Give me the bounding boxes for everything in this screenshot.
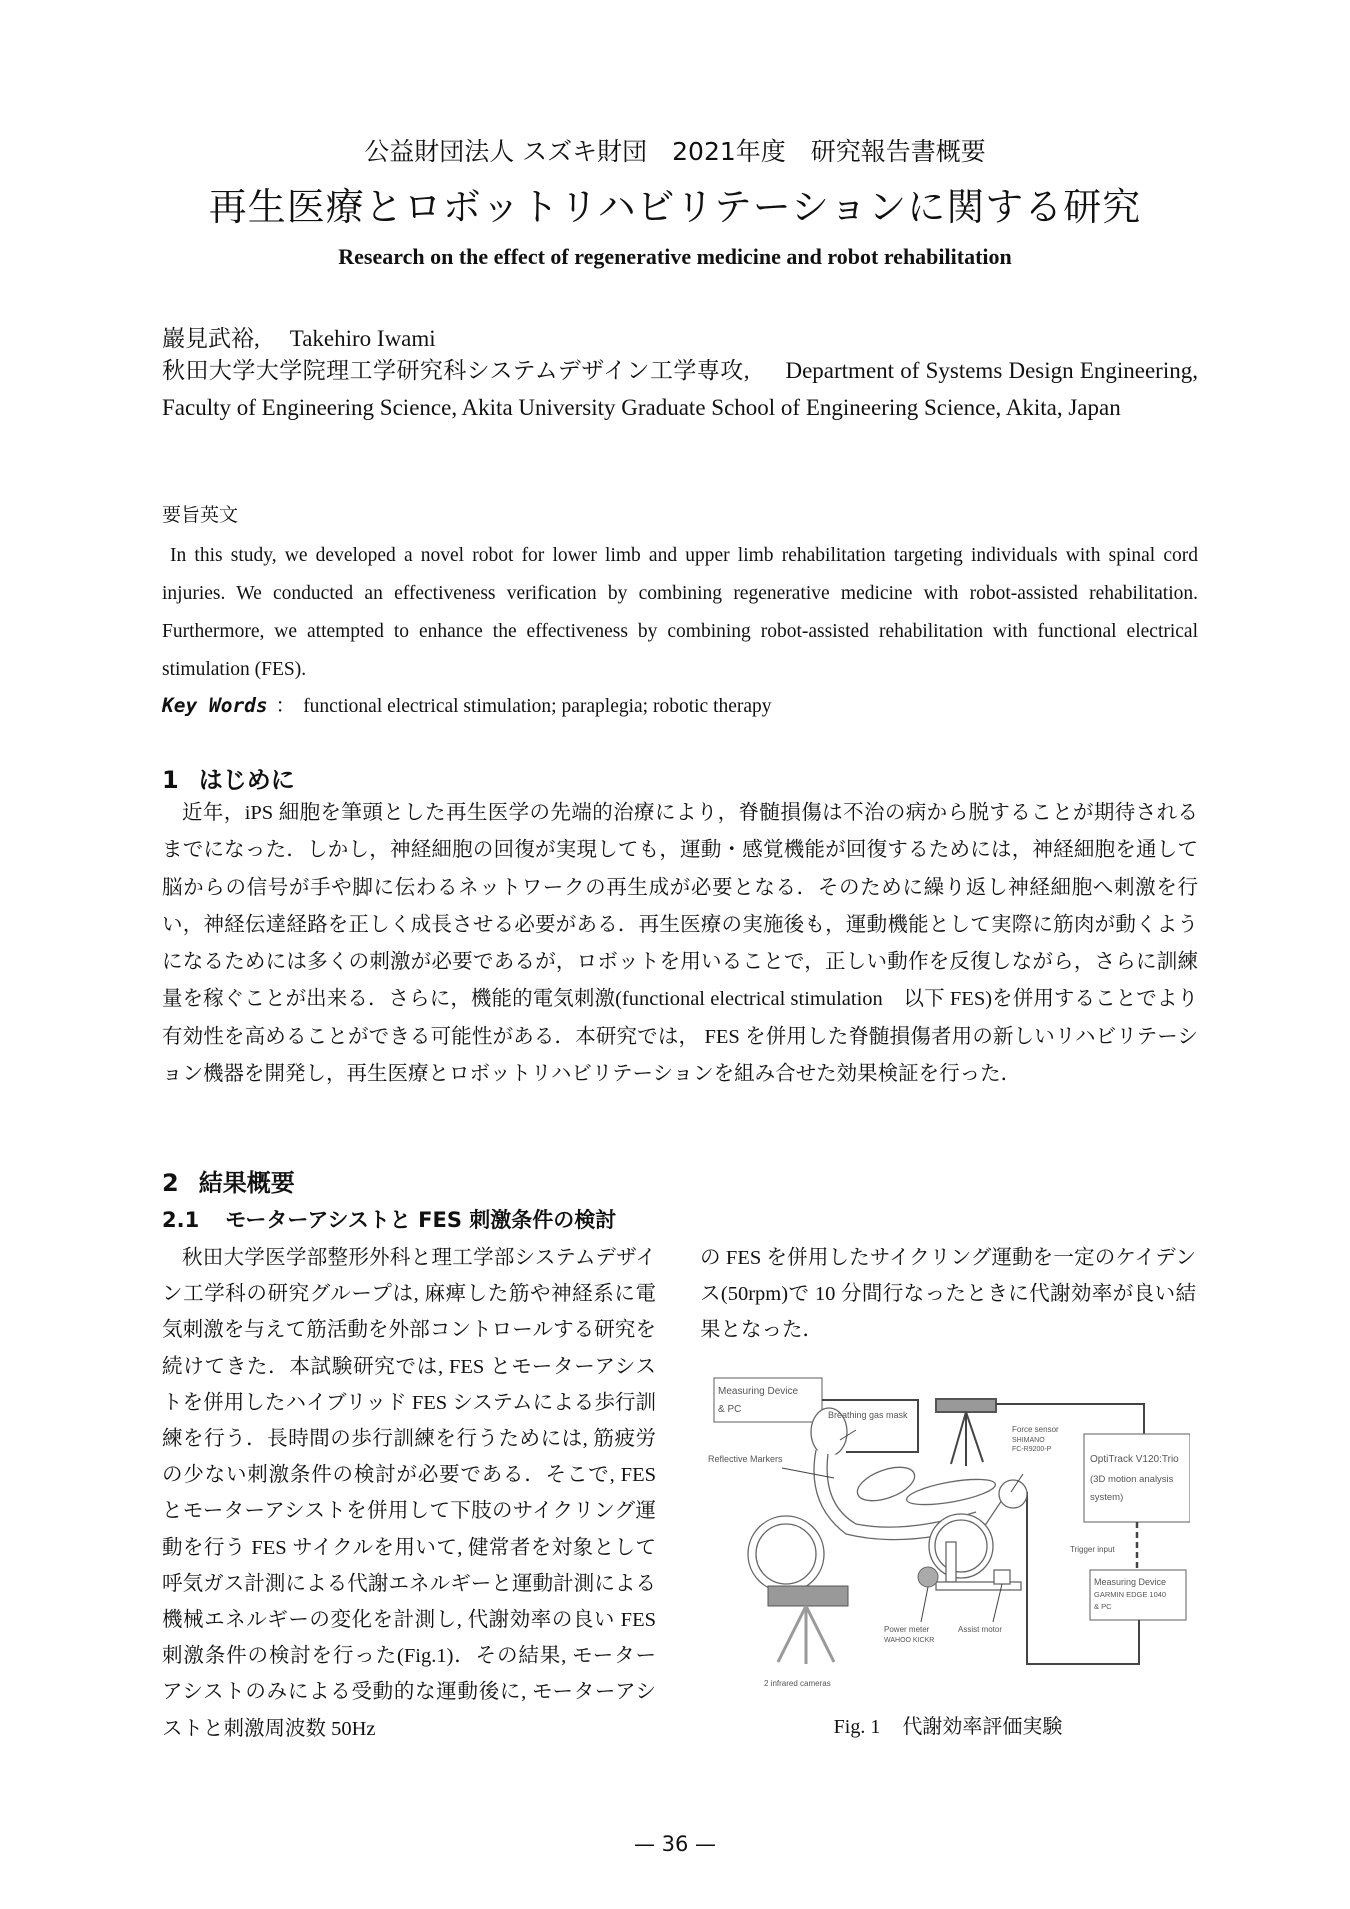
author-name-en: Takehiro Iwami	[289, 326, 436, 351]
keywords-list: functional electrical stimulation; paraplegia; robotic therapy	[303, 696, 772, 717]
report-header: 公益財団法人 スズキ財団 2021年度 研究報告書概要	[364, 137, 986, 166]
section-1-number: 1	[162, 766, 179, 794]
section-1-heading	[162, 760, 295, 795]
fig-label-force-sensor: Force sensor	[1012, 1425, 1059, 1434]
fig-label-measuring-pc: Measuring Device	[718, 1386, 799, 1397]
title-japanese: 再生医療とロボットリハビリテーションに関する研究	[208, 185, 1142, 229]
subsection-2-1-paragraph-left: 秋田大学医学部整形外科と理工学部システムデザイン工学科の研究グループは, 麻痺した筋や神経系に電気刺激を与えて筋活動を外部コントロールする研究を続けてきた．本試験研究では, FES とモーターアシストを併用したハイブリッド FES システムによる歩行訓練を行う．長時間の歩行訓練を行うためには, 筋疲労の少ない刺激条件の検討が必要である．そこで, FES とモーターアシストを併用して下肢のサイクリング運動を行う FES サイクルを用いて, 健常者を対象として呼気ガス計測による代謝エネルギーと運動計測による機械エネルギーの変化を計測し, 代謝効率の良い FES 刺激条件の検討を行った(Fig.1)．その結果, モーターアシストのみによる受動的な運動後に, モーターアシストと刺激周波数 50Hz	[162, 1247, 656, 1740]
author-name-ja: 巖見武裕,	[162, 326, 260, 351]
affiliation	[162, 352, 1198, 426]
fig-label-force-sensor-model: FC-R9200-P	[1012, 1446, 1052, 1453]
right-column	[700, 1240, 1196, 1349]
subsection-2-1-number: 2.1	[162, 1208, 200, 1232]
keywords	[162, 690, 772, 718]
fig-label-breathing-mask: Breathing gas mask	[828, 1410, 908, 1420]
fig-label-garmin-model: GARMIN EDGE 1040	[1094, 1590, 1167, 1599]
fig-label-assist-motor: Assist motor	[958, 1625, 1003, 1634]
author-line	[162, 320, 436, 353]
subsection-2-1-heading	[162, 1204, 616, 1234]
section-2-number: 2	[162, 1169, 179, 1197]
fig-label-garmin: Measuring Device	[1094, 1577, 1167, 1587]
left-column	[162, 1240, 656, 1747]
abstract-text: In this study, we developed a novel robot for lower limb and upper limb rehabilitation targeting individuals with spinal cord injuries. We conducted an effectiveness verification by combining regenerative medicine with robot-assisted rehabilitation. Furthermore, we attempted to enhance the effectiveness by combining robot-assisted rehabilitation with functional electrical stimulation (FES).	[162, 545, 1198, 680]
keywords-label: Key Words	[162, 694, 268, 717]
page-number: — 36 —	[633, 1832, 717, 1856]
figure-1-diagram	[706, 1374, 1190, 1702]
figure-1-caption-text: 代謝効率評価実験	[902, 1716, 1063, 1738]
section-1-paragraph: 近年，iPS 細胞を筆頭とした再生医学の先端的治療により，脊髄損傷は不治の病から脱することが期待されるまでになった．しかし，神経細胞の回復が実現しても，運動・感覚機能が回復するためには，神経細胞を通して脳からの信号が手や脚に伝わるネットワークの再生成が必要となる．そのために繰り返し神経細胞へ刺激を行い，神経伝達経路を正しく成長させる必要がある．再生医療の実施後も，運動機能として実際に筋肉が動くようになるためには多くの刺激が必要であるが，ロボットを用いることで，正しい動作を反復しながら，さらに訓練量を稼ぐことが出来る．さらに，機能的電気刺激(functional electrical stimulation 以下 FES)を併用することでより有効性を高めることができる可能性がある．本研究では， FES を併用した脊髄損傷者用の新しいリハビリテーション機器を開発し，再生医療とロボットリハビリテーションを組み合せた効果検証を行った．	[162, 802, 1198, 1086]
keywords-colon: ：	[275, 696, 296, 717]
section-2-title: 結果概要	[198, 1169, 295, 1197]
fig-label-power-meter-model: WAHOO KICKR	[884, 1637, 935, 1644]
fig-label-cameras: 2 infrared cameras	[764, 1679, 831, 1688]
section-1-body	[162, 795, 1198, 1093]
fig-label-force-sensor-brand: SHIMANO	[1012, 1437, 1045, 1444]
fig-label-optitrack-2: (3D motion analysis	[1090, 1474, 1174, 1485]
fig-label-trigger: Trigger input	[1070, 1545, 1115, 1554]
fig-label-reflective-markers: Reflective Markers	[708, 1454, 783, 1464]
figure-1-caption	[700, 1710, 1196, 1739]
subsection-2-1-title: モーターアシストと FES 刺激条件の検討	[225, 1208, 617, 1232]
fig-label-power-meter: Power meter	[884, 1625, 930, 1634]
section-2-heading	[162, 1163, 295, 1198]
affiliation-ja: 秋田大学大学院理工学研究科システムデザイン工学専攻,	[162, 358, 750, 383]
fig-label-measuring-pc-2: & PC	[718, 1404, 742, 1415]
fig-label-optitrack: OptiTrack V120:Trio	[1090, 1454, 1179, 1465]
fig-label-optitrack-3: system)	[1090, 1492, 1124, 1503]
subsection-2-1-paragraph-right: の FES を併用したサイクリング運動を一定のケイデンス(50rpm)で 10 分間行なったときに代謝効率が良い結果となった．	[700, 1247, 1196, 1342]
section-1-title: はじめに	[198, 766, 295, 794]
title-english: Research on the effect of regenerative medicine and robot rehabilitation	[338, 244, 1012, 269]
figure-1-label: Fig. 1	[833, 1716, 881, 1738]
abstract-label: 要旨英文	[162, 505, 239, 526]
affiliation-en: Department of Systems Design Engineering, Faculty of Engineering Science, Akita University Graduate School of Engineering Science, Akita, Japan	[162, 358, 1198, 420]
fig-label-garmin-pc: & PC	[1094, 1602, 1112, 1611]
